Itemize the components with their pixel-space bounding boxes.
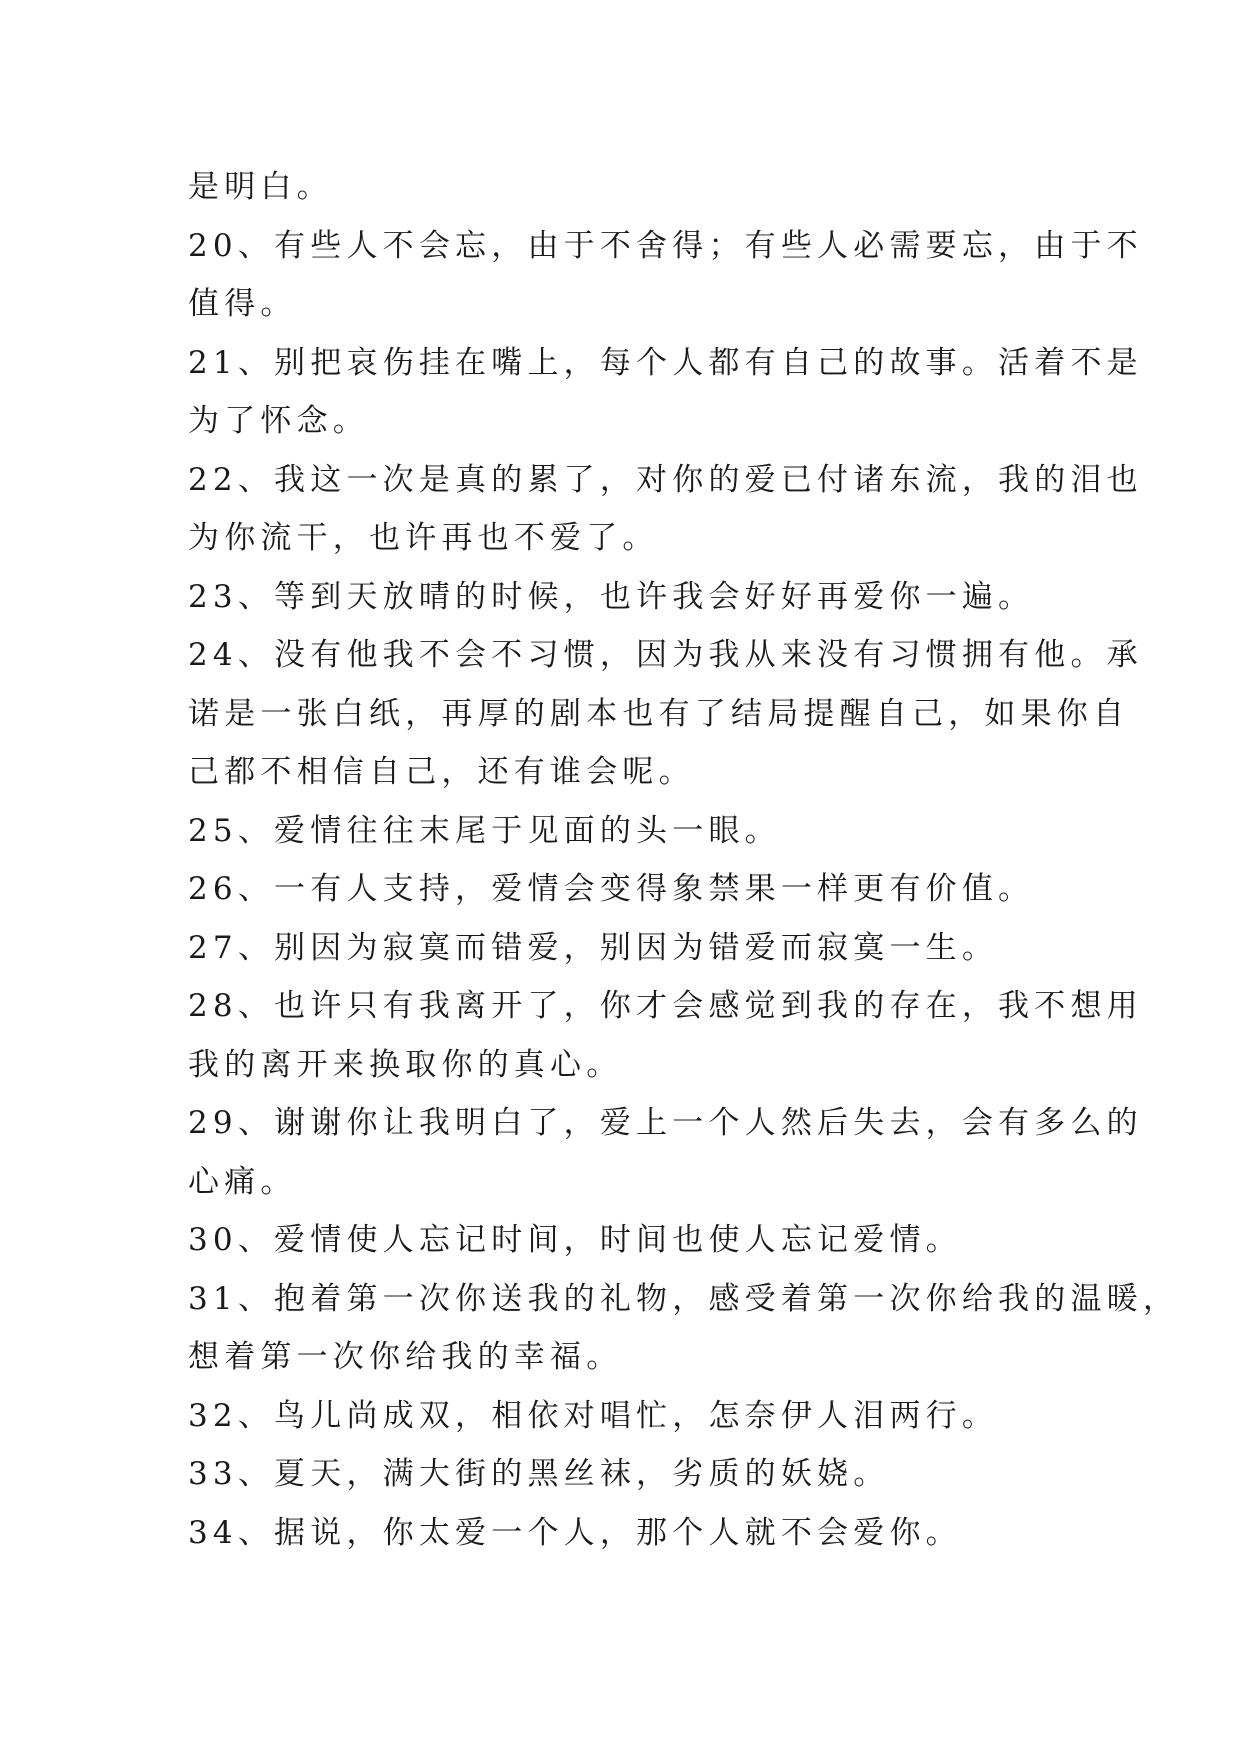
document-body <box>188 158 1180 1562</box>
text-line: 值得。 <box>188 286 297 322</box>
text-line: 心痛。 <box>188 1163 297 1200</box>
text-line: 20、有些人不会忘，由于不舍得；有些人必需要忘，由于不 <box>188 227 1143 264</box>
text-line: 31、抱着第一次你送我的礼物，感受着第一次你给我的温暖， <box>188 1280 1180 1317</box>
text-line: 21、别把哀伤挂在嘴上，每个人都有自己的故事。活着不是 <box>188 344 1143 381</box>
text-line: 33、夏天，满大街的黑丝袜，劣质的妖娆。 <box>188 1456 890 1492</box>
text-line: 34、据说，你太爱一个人，那个人就不会爱你。 <box>188 1514 962 1551</box>
text-line: 27、别因为寂寞而错爱，别因为错爱而寂寞一生。 <box>188 929 999 966</box>
text-line: 为你流干，也许再也不爱了。 <box>188 520 659 556</box>
text-line: 29、谢谢你让我明白了，爱上一个人然后失去，会有多么的 <box>188 1105 1143 1141</box>
text-line: 30、爱情使人忘记时间，时间也使人忘记爱情。 <box>188 1222 962 1258</box>
text-line: 23、等到天放晴的时候，也许我会好好再爱你一遍。 <box>188 578 1035 615</box>
text-line: 诺是一张白纸，再厚的剧本也有了结局提醒自己，如果你自 <box>188 695 1130 732</box>
text-line: 是明白。 <box>188 169 333 205</box>
text-line: 想着第一次你给我的幸福。 <box>188 1339 623 1375</box>
text-line: 22、我这一次是真的累了，对你的爱已付诸东流，我的泪也 <box>188 461 1143 498</box>
text-line: 26、一有人支持，爱情会变得象禁果一样更有价值。 <box>188 871 1035 907</box>
text-line: 己都不相信自己，还有谁会呢。 <box>188 754 695 790</box>
text-line: 25、爱情往往末尾于见面的头一眼。 <box>188 812 781 849</box>
text-line: 我的离开来换取你的真心。 <box>188 1046 623 1083</box>
text-line: 32、鸟儿尚成双，相依对唱忙，怎奈伊人泪两行。 <box>188 1397 999 1434</box>
text-line: 为了怀念。 <box>188 403 369 439</box>
text-line: 28、也许只有我离开了，你才会感觉到我的存在，我不想用 <box>188 988 1143 1024</box>
text-line: 24、没有他我不会不习惯，因为我从来没有习惯拥有他。承 <box>188 637 1143 673</box>
